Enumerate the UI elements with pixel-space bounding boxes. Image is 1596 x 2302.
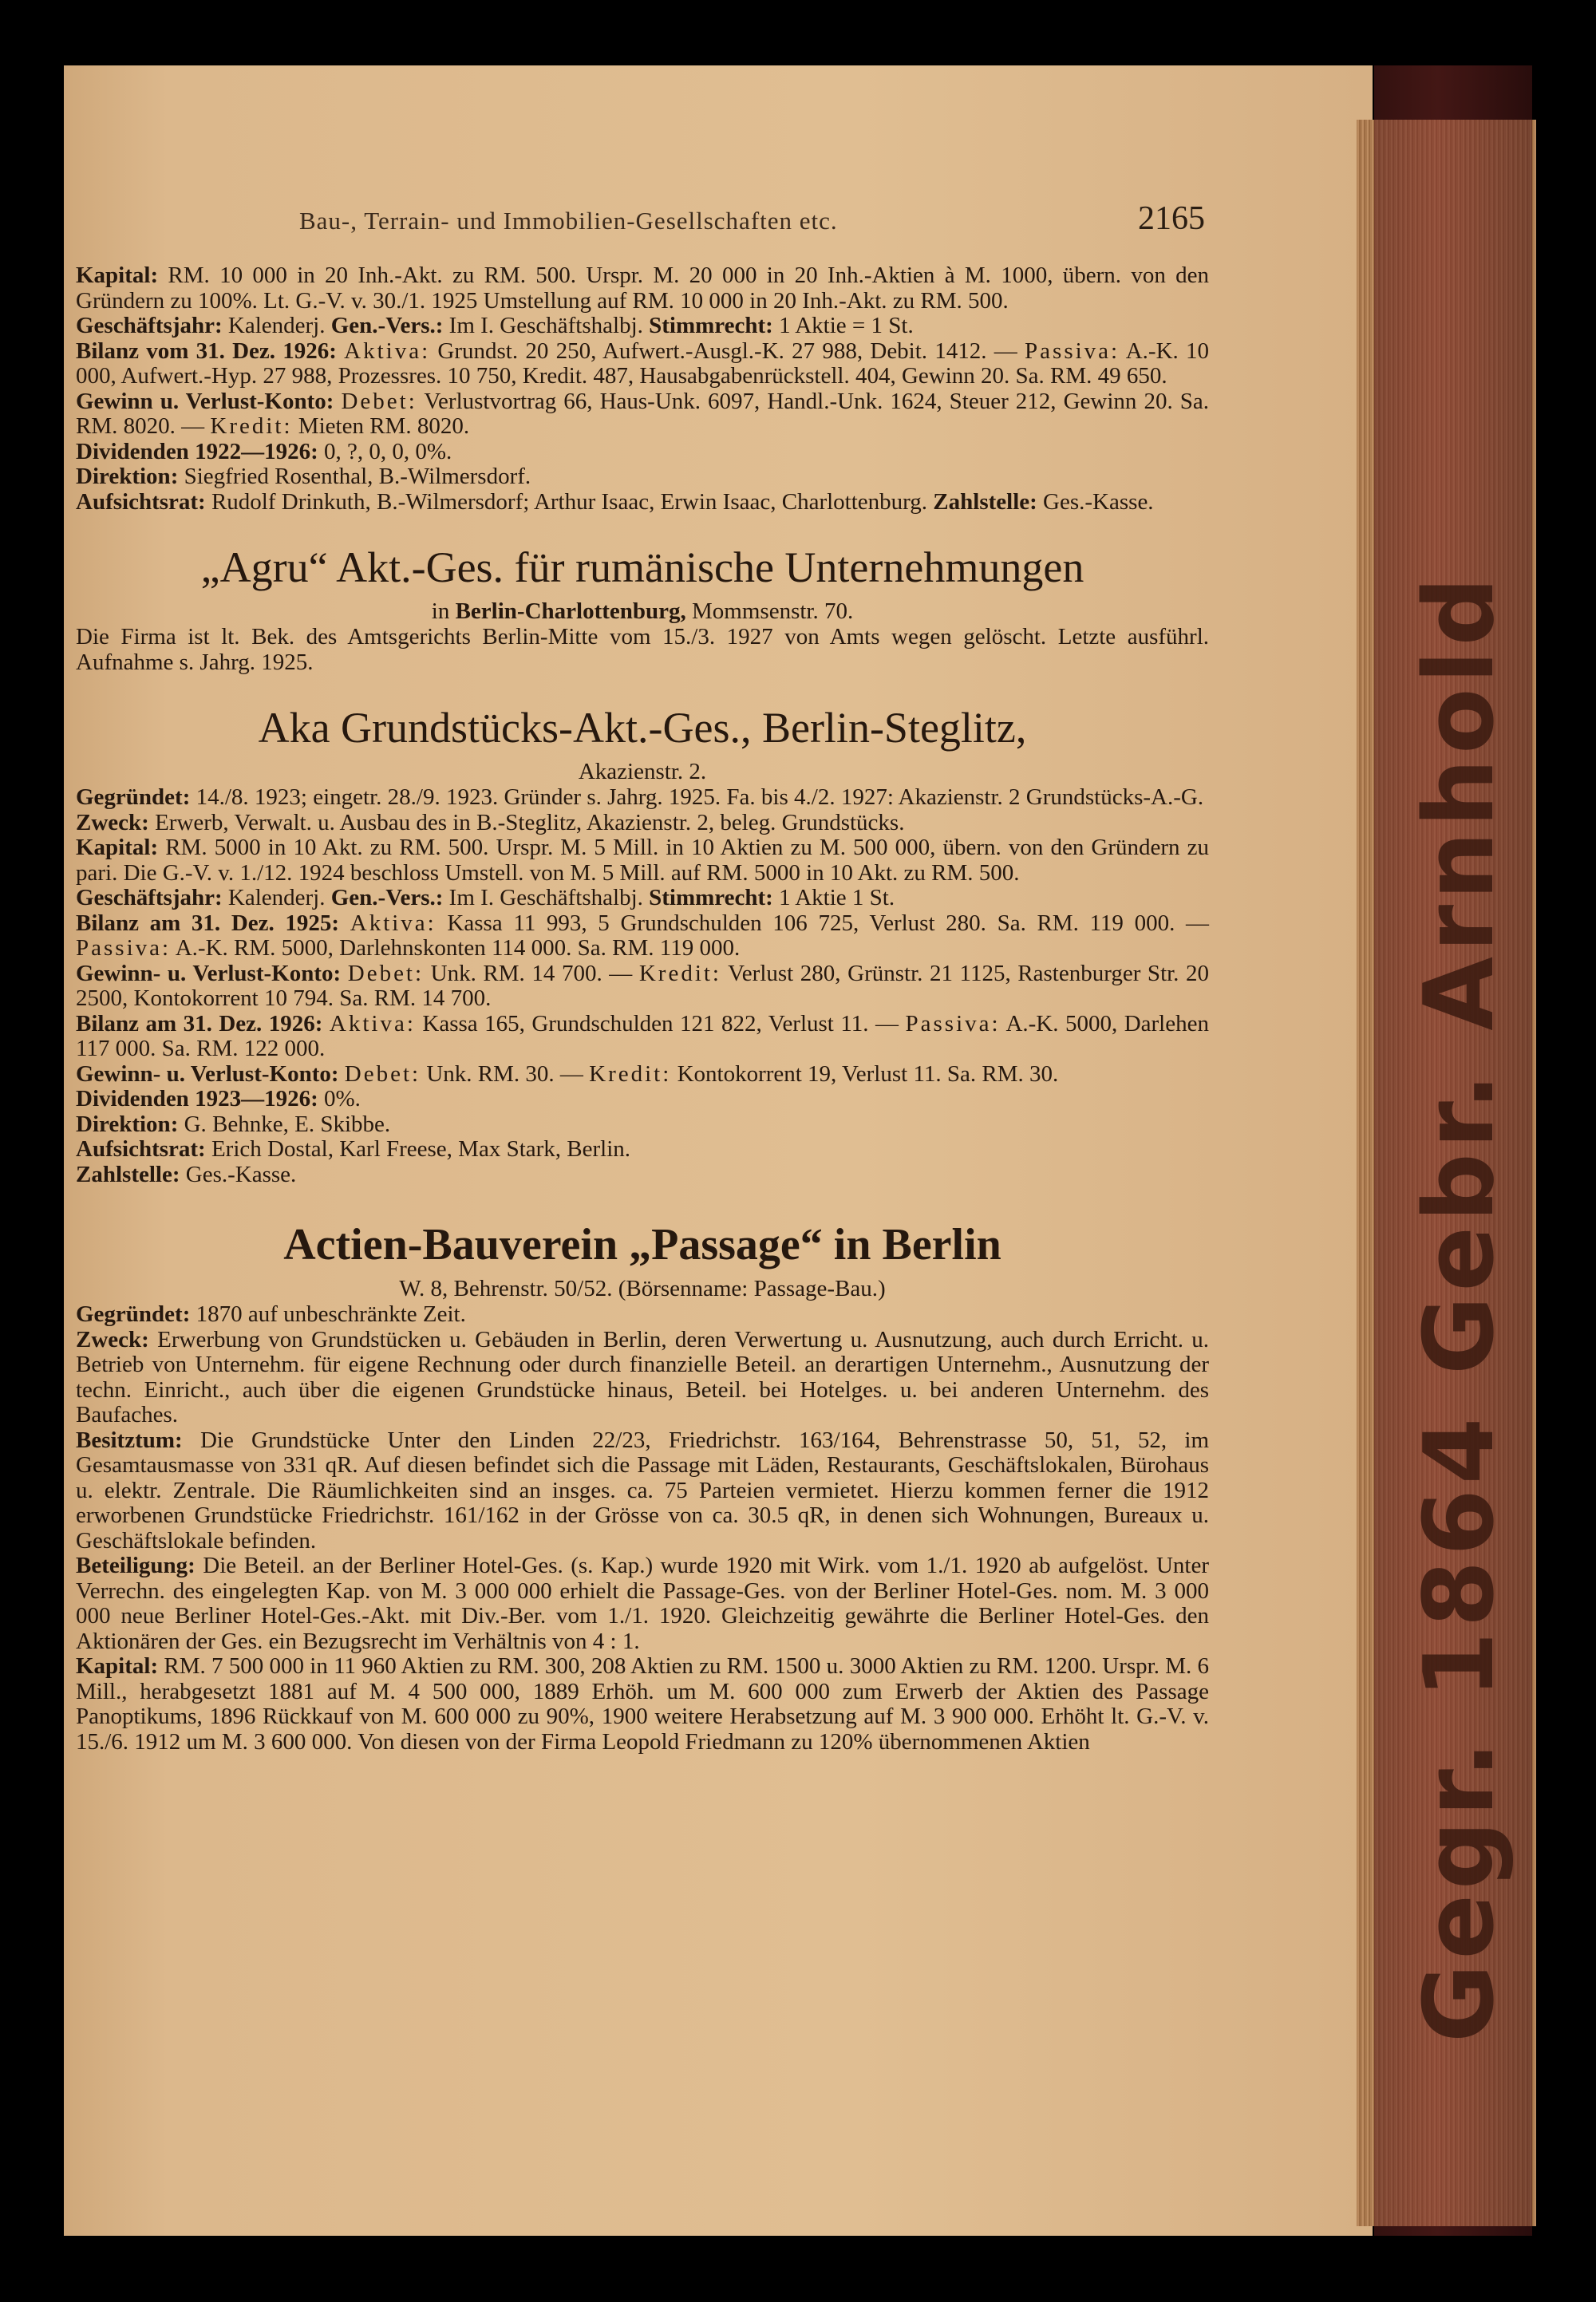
passage-kapital: Kapital: RM. 7 500 000 in 11 960 Aktien zu RM. 300, 208 Aktien zu RM. 1500 u. 3000 Aktien zu RM. 1200. Urspr. M. 6 Mill., herabgesetzt 1881 auf M. 4 500 000, 1889 Erhöh. um M. 600 000 zum Erwerb der Aktien des Passage Panoptikums, 1896 Rückkauf von M. 600 000 zu 90%, 1900 weitere Herabsetzung auf M. 3 900 000. Erhöht lt. G.-V. v. 15./6. 1912 um M. 3 600 000. Von diesen von der Firma Leopold Friedmann zu 120% übernommenen Aktien xyxy=(76,1653,1210,1755)
aka-zahlstelle: Zahlstelle: Ges.-Kasse. xyxy=(76,1161,297,1187)
aka-zweck: Zweck: Erwerb, Verwalt. u. Ausbau des in B.-Steglitz, Akazienstr. 2, beleg. Grundstücks. xyxy=(76,809,905,835)
aka-gj: Geschäftsjahr: Kalenderj. Gen.-Vers.: Im I. Geschäftshalbj. Stimmrecht: 1 Aktie 1 St. xyxy=(76,885,895,910)
agru-text: Die Firma ist lt. Bek. des Amtsgerichts Berlin-Mitte vom 15./3. 1927 von Amts wegen gelöscht. Letzte ausführl. Aufnahme s. Jahrg. 1925. xyxy=(76,624,1209,675)
header-title: Bau-, Terrain- und Immobilien-Gesellschaften etc. xyxy=(299,207,838,235)
aka-guv-1926: Gewinn- u. Verlust-Konto: Debet: Unk. RM. 30. — Kredit: Kontokorrent 19, Verlust 11. Sa. RM. 30. xyxy=(76,1060,1059,1087)
agru-subtitle: in Berlin-Charlottenburg, Mommsenstr. 70. xyxy=(431,598,854,624)
passage-beteiligung: Beteiligung: Die Beteil. an der Berliner Hotel-Ges. (s. Kap.) wurde 1920 mit Wirk. vom 1./1. 1920 ab aufgelöst. Unter Verrechn. des eingelegten Kap. von M. 3 000 000 erhielt die Passage-Ges. von der Berliner Hotel-Ges. nom. M. 3 000 000 neue Berliner Hotel-Ges.-Akt. mit Div.-Ber. vom 1./1. 1920. Gleichzeitig gewährte die Berliner Hotel-Ges. den Aktionären der Ges. ein Bezugsrecht im Verhältnis von 4 : 1. xyxy=(76,1553,1209,1654)
passage-gegruendet: Gegründet: 1870 auf unbeschränkte Zeit. xyxy=(76,1301,466,1327)
agru-title: „Agru“ Akt.-Ges. für rumänische Unternehmungen xyxy=(200,543,1084,591)
aka-gegruendet: Gegründet: 14./8. 1923; eingetr. 28./9. 1923. Gründer s. Jahrg. 1925. Fa. bis 4./2. 1927: Akazienstr. 2 Grundstücks-A.-G. xyxy=(76,784,1204,810)
prev-aufsichtsrat: Aufsichtsrat: Rudolf Drinkuth, B.-Wilmersdorf; Arthur Isaac, Erwin Isaac, Charlottenburg. Zahlstelle: Ges.-Kasse. xyxy=(76,488,1154,515)
passage-title: Actien-Bauverein „Passage“ in Berlin xyxy=(283,1220,1001,1269)
prev-guv: Gewinn u. Verlust-Konto: Debet: Verlustvortrag 66, Haus-Unk. 6097, Handl.-Unk. 1624, Steuer 212, Gewinn 20. Sa. RM. 8020. — Kredit: Mieten RM. 8020. xyxy=(76,388,1209,439)
prev-gj: Geschäftsjahr: Kalenderj. Gen.-Vers.: Im I. Geschäftshalbj. Stimmrecht: 1 Aktie = 1 St. xyxy=(76,313,914,338)
entry-aka xyxy=(76,702,1209,1187)
aka-guv-1925: Gewinn- u. Verlust-Konto: Debet: Unk. RM. 14 700. — Kredit: Verlust 280, Grünstr. 21 1125, Rastenburger Str. 20 2500, Kontokorrent 10 794. Sa. RM. 14 700. xyxy=(76,960,1210,1011)
page-number: 2165 xyxy=(1138,200,1205,237)
aka-dividenden: Dividenden 1923—1926: 0%. xyxy=(76,1086,361,1112)
passage-besitztum: Besitztum: Die Grundstücke Unter den Linden 22/23, Friedrichstr. 163/164, Behrenstrasse 50, 51, 52, im Gesamtausmasse von 331 qR. Auf diesen befindet sich die Passage mit Läden, Restaurants, Geschäftslokalen, Bürohaus u. elektr. Zentrale. Die Räumlichkeiten sind an insges. ca. 75 Parteien vermietet. Hierzu kommen ferner die 1912 erworbenen Grundstücke Friedrichstr. 161/162 in der Grösse von ca. 30.5 qR, in denen sich Wohnungen, Bureaux u. Geschäftslokale befinden. xyxy=(76,1427,1209,1554)
prev-dividenden: Dividenden 1922—1926: 0, ?, 0, 0, 0%. xyxy=(76,438,452,464)
text-column xyxy=(76,263,1209,1755)
prev-bilanz: Bilanz vom 31. Dez. 1926: Aktiva: Grundst. 20 250, Aufwert.-Ausgl.-K. 27 988, Debit. 1412. — Passiva: A.-K. 10 000, Aufwert.-Hyp. 27 988, Prozessres. 10 750, Kredit. 487, Hausabgabenrückstell. 404, Gewinn 20. Sa. RM. 49 650. xyxy=(76,338,1210,389)
aka-aufsichtsrat: Aufsichtsrat: Erich Dostal, Karl Freese, Max Stark, Berlin. xyxy=(76,1136,631,1162)
aka-bilanz-1926: Bilanz am 31. Dez. 1926: Aktiva: Kassa 165, Grundschulden 121 822, Verlust 11. — Passiva: A.-K. 5000, Darlehen 117 000. Sa. RM. 122 000. xyxy=(76,1010,1209,1061)
aka-bilanz-1925: Bilanz am 31. Dez. 1925: Aktiva: Kassa 11 993, 5 Grundschulden 106 725, Verlust 280. Sa. RM. 119 000. — Passiva: A.-K. RM. 5000, Darlehnskonten 114 000. Sa. RM. 119 000. xyxy=(76,910,1209,961)
prev-kapital: Kapital: RM. 10 000 in 20 Inh.-Akt. zu RM. 500. Urspr. M. 20 000 in 20 Inh.-Aktien à M. 1000, übern. von den Gründern zu 100%. Lt. G.-V. v. 30./1. 1925 Umstellung auf RM. 10 000 in 20 Inh.-Akt. zu RM. 500. xyxy=(76,263,1209,314)
spine-label: Gegr. 1864 Gebr. Arnhold xyxy=(1404,572,1515,2043)
prev-direktion: Direktion: Siegfried Rosenthal, B.-Wilmersdorf. xyxy=(76,464,531,489)
aka-title: Aka Grundstücks-Akt.-Ges., Berlin-Steglitz, xyxy=(258,704,1027,752)
aka-address: Akazienstr. 2. xyxy=(578,759,707,784)
aka-direktion: Direktion: G. Behnke, E. Skibbe. xyxy=(76,1111,391,1137)
prev-entry xyxy=(76,263,1209,515)
aka-kapital: Kapital: RM. 5000 in 10 Akt. zu RM. 500. Urspr. M. 5 Mill. in 10 Aktien zu M. 500 000, übern. von den Gründern zu pari. Die G.-V. v. 1./12. 1924 beschloss Umstell. von M. 5 Mill. auf RM. 5000 in 10 Akt. zu RM. 500. xyxy=(76,835,1209,886)
passage-subtitle: W. 8, Behrenstr. 50/52. (Börsenname: Passage-Bau.) xyxy=(399,1276,886,1301)
entry-passage xyxy=(76,1219,1209,1755)
entry-agru xyxy=(76,542,1209,675)
passage-zweck: Zweck: Erwerbung von Grundstücken u. Gebäuden in Berlin, deren Verwertung u. Ausnutzung, auch durch Erricht. u. Betrieb von Unternehm. für eigene Rechnung oder durch finanzielle Beteil. an derartigen Unternehm., Ausnutzung der techn. Einricht., auch über die eigenen Grundstücke hinaus, Beteil. bei Hotelges. u. bei anderen Unternehm. des Baufaches. xyxy=(76,1326,1210,1427)
running-header xyxy=(299,199,1205,238)
